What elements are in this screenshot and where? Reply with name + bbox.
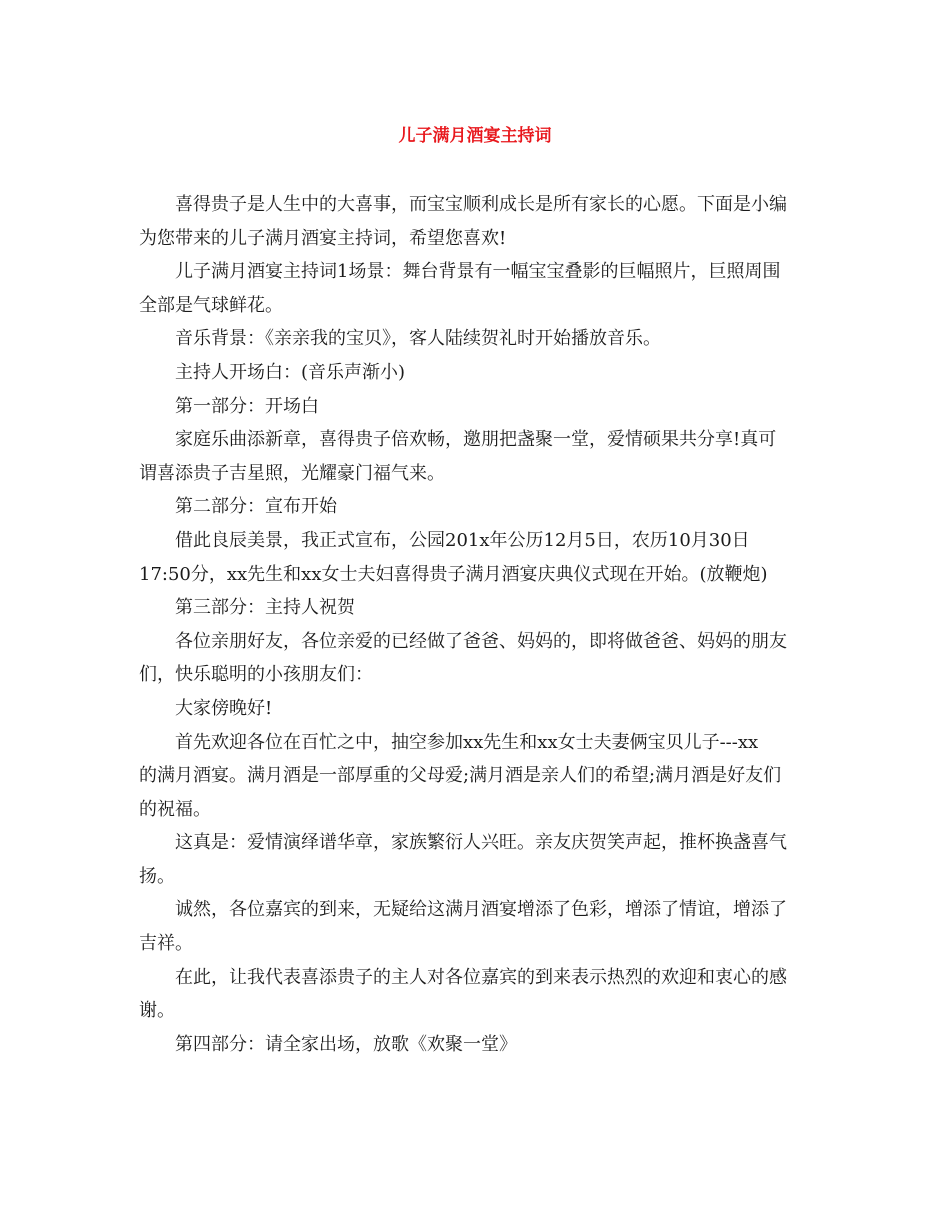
paragraph-line: 借此良辰美景，我正式宣布，公园201x年公历12月5日，农历10月30日 <box>175 529 750 551</box>
paragraph-line: 第二部分：宣布开始 <box>175 496 337 518</box>
paragraph-line: 的满月酒宴。满月酒是一部厚重的父母爱;满月酒是亲人们的希望;满月酒是好友们 <box>139 765 782 787</box>
paragraph-line: 各位亲朋好友，各位亲爱的已经做了爸爸、妈妈的，即将做爸爸、妈妈的朋友 <box>175 630 787 652</box>
paragraph-line: 全部是气球鲜花。 <box>139 294 283 316</box>
paragraph <box>139 826 814 893</box>
paragraph-line: 们，快乐聪明的小孩朋友们： <box>139 664 373 686</box>
paragraph <box>139 188 814 255</box>
paragraph-line: 这真是：爱情演绎谱华章，家族繁衍人兴旺。亲友庆贺笑声起，推杯换盏喜气 <box>175 832 787 854</box>
paragraph <box>139 961 814 1028</box>
document-title: 儿子满月酒宴主持词 <box>398 126 552 146</box>
paragraph <box>139 625 814 692</box>
paragraph-line: 大家傍晚好! <box>175 697 273 719</box>
paragraph-line: 的祝福。 <box>139 798 211 820</box>
paragraph <box>139 591 814 625</box>
paragraph <box>139 524 814 591</box>
paragraph-line: 诚然，各位嘉宾的到来，无疑给这满月酒宴增添了色彩，增添了情谊，增添了 <box>175 899 787 921</box>
paragraph-line: 谓喜添贵子吉星照，光耀豪门福气来。 <box>139 462 445 484</box>
paragraph-line: 为您带来的儿子满月酒宴主持词，希望您喜欢! <box>139 227 507 249</box>
paragraph <box>139 255 814 322</box>
document-body <box>139 188 814 1061</box>
paragraph <box>139 490 814 524</box>
paragraph-line: 第四部分：请全家出场，放歌《欢聚一堂》 <box>175 1033 517 1055</box>
paragraph <box>139 390 814 424</box>
paragraph-line: 家庭乐曲添新章，喜得贵子倍欢畅，邀朋把盏聚一堂，爱情硕果共分享!真可 <box>175 429 777 451</box>
paragraph-line: 扬。 <box>139 865 175 887</box>
paragraph <box>139 322 814 356</box>
paragraph <box>139 356 814 390</box>
paragraph-line: 在此，让我代表喜添贵子的主人对各位嘉宾的到来表示热烈的欢迎和衷心的感 <box>175 966 787 988</box>
paragraph-line: 首先欢迎各位在百忙之中，抽空参加xx先生和xx女士夫妻俩宝贝儿子---xx <box>175 731 759 753</box>
paragraph-line: 喜得贵子是人生中的大喜事，而宝宝顺利成长是所有家长的心愿。下面是小编 <box>175 194 787 215</box>
paragraph-line: 吉祥。 <box>139 933 193 955</box>
paragraph <box>139 893 814 960</box>
paragraph-line: 谢。 <box>139 1000 175 1022</box>
paragraph <box>139 692 814 726</box>
paragraph <box>139 1028 814 1062</box>
paragraph <box>139 726 814 827</box>
paragraph-line: 第一部分：开场白 <box>175 395 319 417</box>
paragraph-line: 儿子满月酒宴主持词1场景：舞台背景有一幅宝宝叠影的巨幅照片，巨照周围 <box>175 261 781 283</box>
paragraph <box>139 423 814 490</box>
paragraph-line: 第三部分：主持人祝贺 <box>175 597 355 619</box>
paragraph-line: 音乐背景：《亲亲我的宝贝》，客人陆续贺礼时开始播放音乐。 <box>175 328 661 350</box>
paragraph-line: 17:50分，xx先生和xx女士夫妇喜得贵子满月酒宴庆典仪式现在开始。(放鞭炮) <box>139 563 768 585</box>
paragraph-line: 主持人开场白：(音乐声渐小) <box>175 361 406 383</box>
